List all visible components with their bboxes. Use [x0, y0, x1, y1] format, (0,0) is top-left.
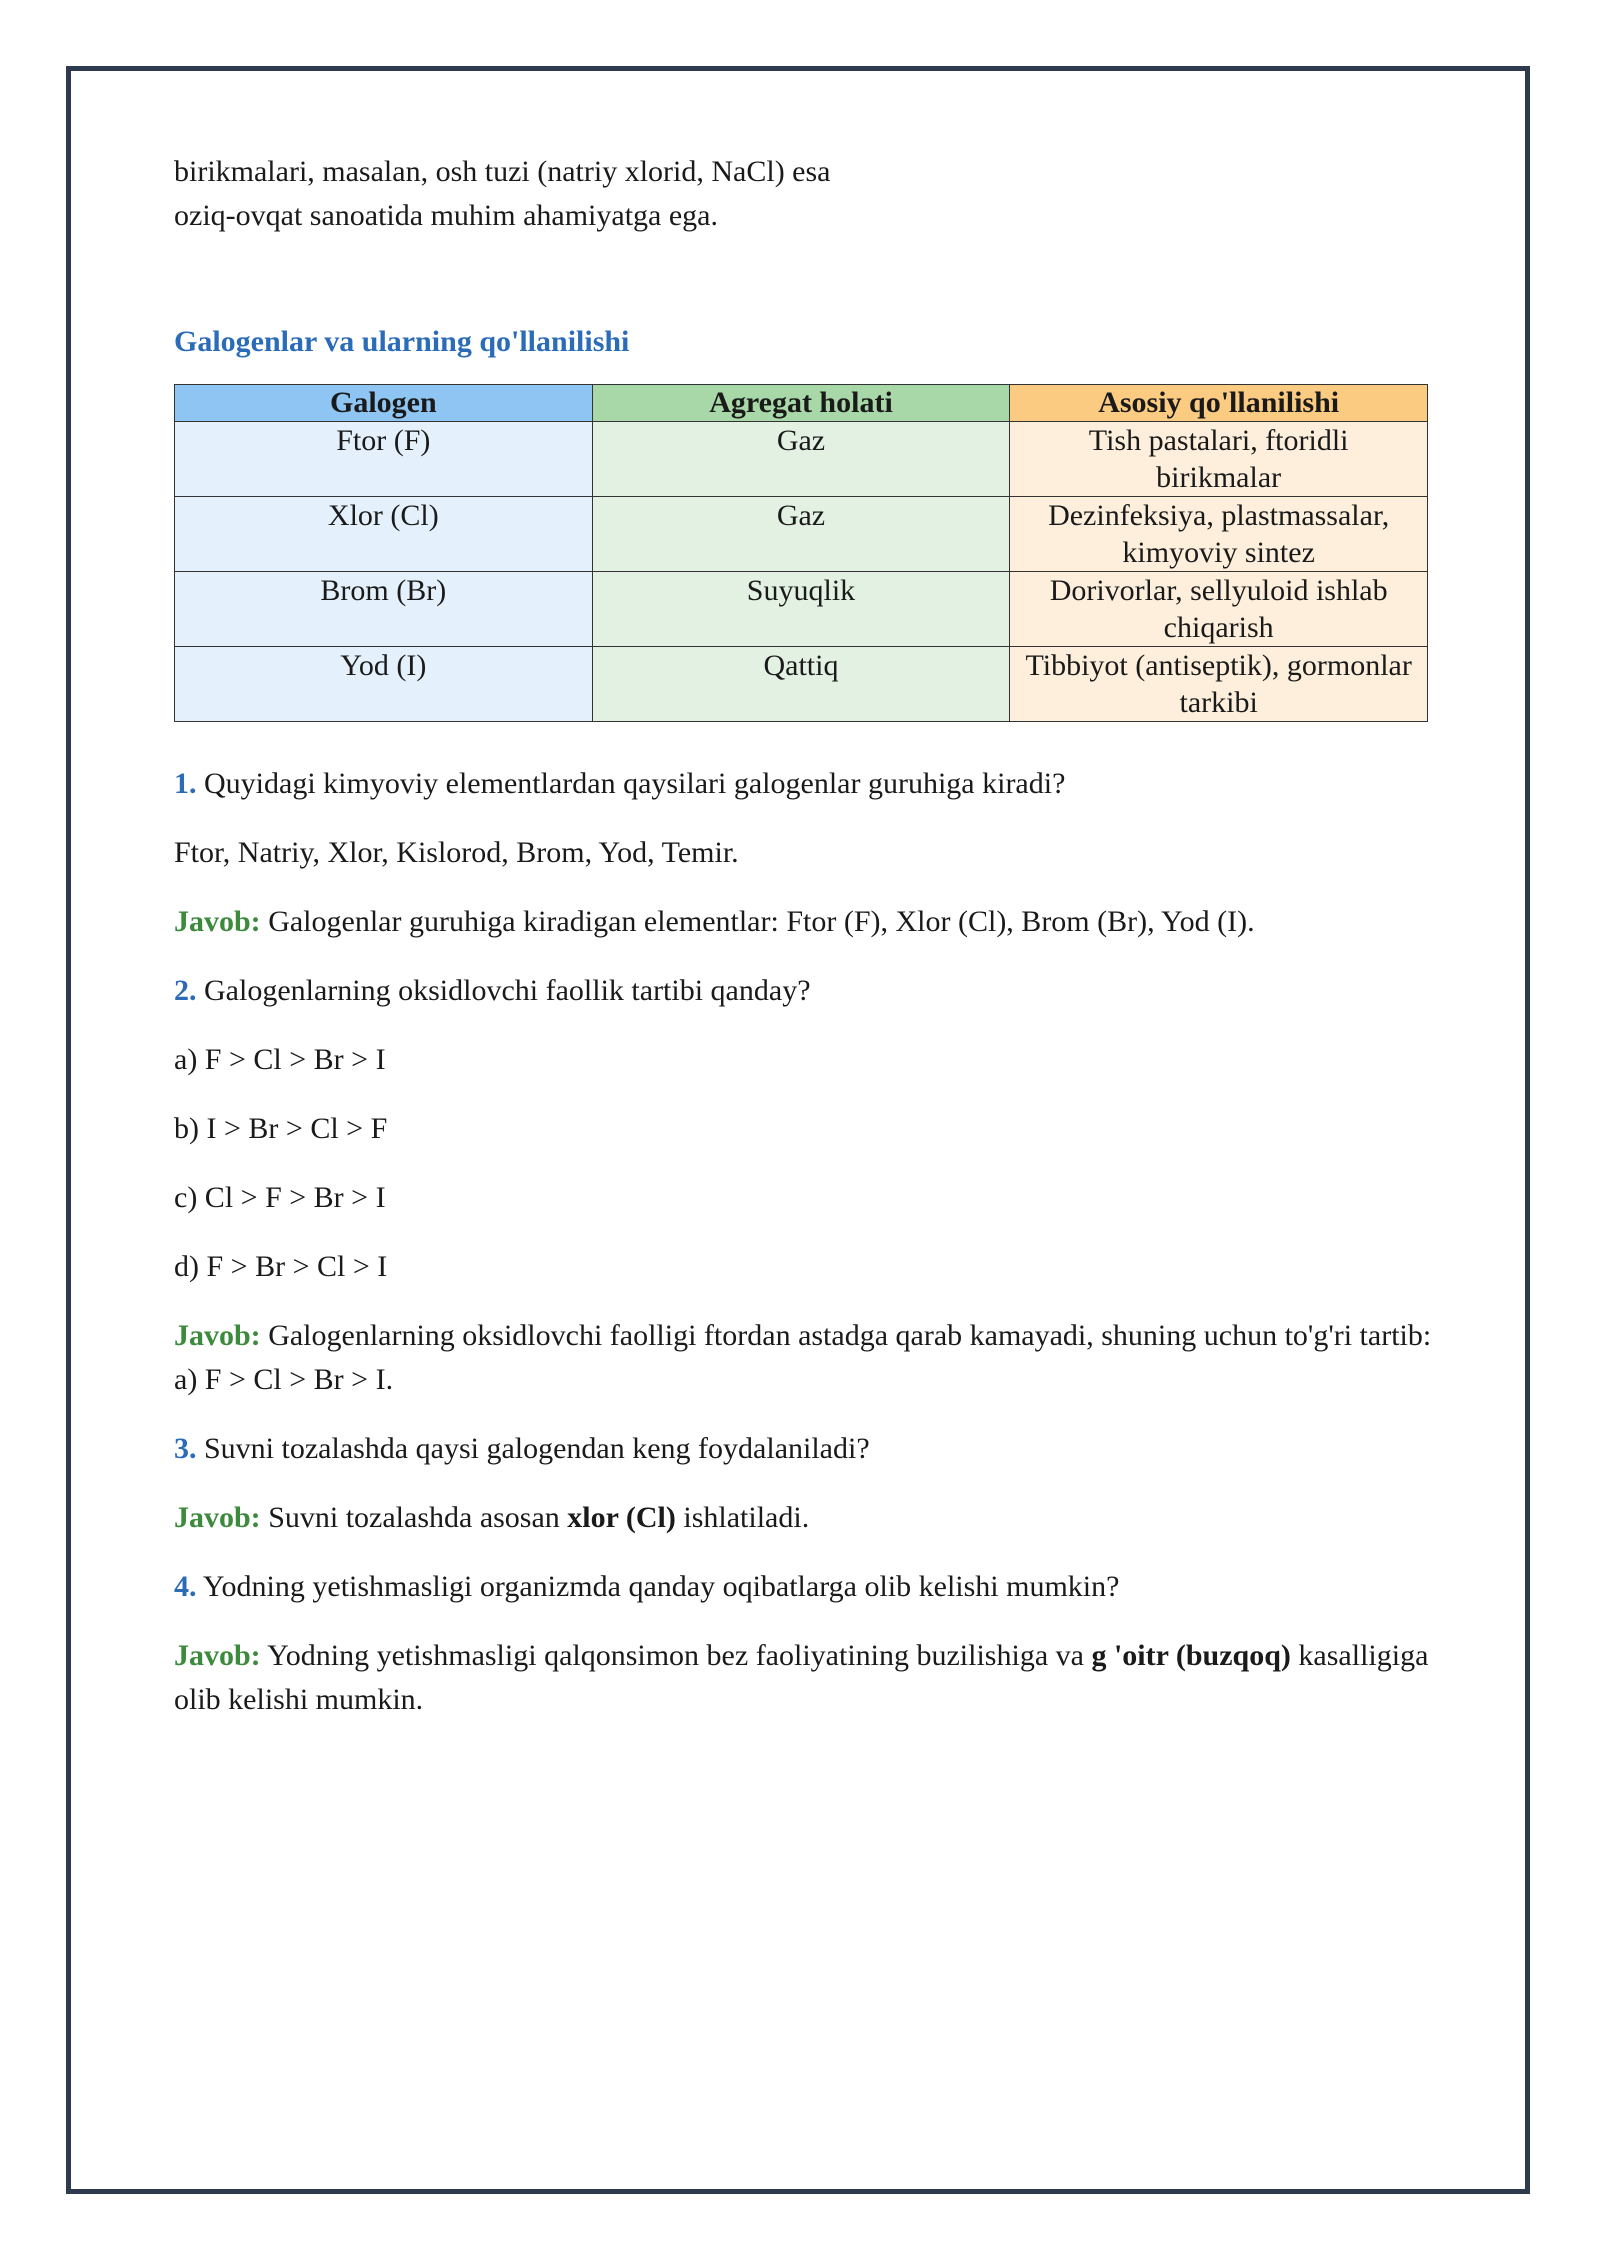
intro-line-2: oziq-ovqat sanoatida muhim ahamiyatga ega. [174, 199, 718, 232]
question-1 [174, 762, 1434, 806]
question-number: 2. [174, 974, 197, 1007]
answer-text: Galogenlarning oksidlovchi faolligi ftordan astadga qarab kamayadi, shuning uchun to'g'ri tartib: a) F > Cl > Br > I. [174, 1319, 1432, 1396]
table-header-row [175, 385, 1428, 422]
option-a: a) F > Cl > Br > I [174, 1043, 386, 1076]
column-header-halogen: Galogen [175, 385, 593, 422]
answer-4 [174, 1634, 1434, 1722]
option-d: d) F > Br > Cl > I [174, 1250, 388, 1283]
question-number: 1. [174, 767, 197, 800]
option-b: b) I > Br > Cl > F [174, 1112, 388, 1145]
table-row [175, 497, 1428, 572]
answer-text: Galogenlar guruhiga kiradigan elementlar: Ftor (F), Xlor (Cl), Brom (Br), Yod (I). [268, 905, 1255, 938]
table-row [175, 647, 1428, 722]
column-header-state: Agregat holati [592, 385, 1010, 422]
answer-3 [174, 1496, 1434, 1540]
answer-2 [174, 1314, 1434, 1402]
answer-text-end: ishlatiladi. [683, 1501, 810, 1534]
column-header-usage: Asosiy qo'llanilishi [1010, 385, 1428, 422]
answer-label: Javob: [174, 1501, 261, 1534]
cell-usage: Dorivorlar, sellyuloid ishlab chiqarish [1010, 572, 1428, 647]
intro-paragraph [174, 150, 1434, 238]
cell-state: Gaz [592, 422, 1010, 497]
answer-label: Javob: [174, 905, 261, 938]
question-4 [174, 1565, 1434, 1609]
page-content [174, 150, 1434, 1747]
answer-bold-term: xlor (Cl) [567, 1501, 676, 1534]
question-2 [174, 969, 1434, 1013]
answer-1 [174, 900, 1434, 944]
table-row [175, 422, 1428, 497]
question-text: Galogenlarning oksidlovchi faollik tartibi qanday? [204, 974, 811, 1007]
intro-line-1: birikmalari, masalan, osh tuzi (natriy xlorid, NaCl) esa [174, 155, 831, 188]
answer-label: Javob: [174, 1639, 261, 1672]
cell-state: Qattiq [592, 647, 1010, 722]
question-number: 4. [174, 1570, 197, 1603]
option-c: c) Cl > F > Br > I [174, 1181, 386, 1214]
cell-usage: Tish pastalari, ftoridli birikmalar [1010, 422, 1428, 497]
table-row [175, 572, 1428, 647]
cell-state: Suyuqlik [592, 572, 1010, 647]
question-number: 3. [174, 1432, 197, 1465]
question-text: Suvni tozalashda qaysi galogendan keng foydalaniladi? [204, 1432, 870, 1465]
answer-bold-term: g 'oitr (buzqoq) [1091, 1639, 1291, 1672]
question-1-options: Ftor, Natriy, Xlor, Kislorod, Brom, Yod, Temir. [174, 836, 739, 869]
answer-text: Yodning yetishmasligi qalqonsimon bez faoliyatining buzilishiga va [267, 1639, 1084, 1672]
cell-usage: Tibbiyot (antiseptik), gormonlar tarkibi [1010, 647, 1428, 722]
cell-halogen: Ftor (F) [175, 422, 593, 497]
cell-halogen: Xlor (Cl) [175, 497, 593, 572]
question-3 [174, 1427, 1434, 1471]
section-title: Galogenlar va ularning qo'llanilishi [174, 325, 630, 358]
cell-state: Gaz [592, 497, 1010, 572]
questions-section [174, 762, 1434, 1722]
question-text: Quyidagi kimyoviy elementlardan qaysilari galogenlar guruhiga kiradi? [204, 767, 1066, 800]
cell-halogen: Brom (Br) [175, 572, 593, 647]
cell-halogen: Yod (I) [175, 647, 593, 722]
halogen-table [174, 384, 1428, 722]
cell-usage: Dezinfeksiya, plastmassalar, kimyoviy sintez [1010, 497, 1428, 572]
answer-label: Javob: [174, 1319, 261, 1352]
answer-text: Suvni tozalashda asosan [268, 1501, 560, 1534]
question-text: Yodning yetishmasligi organizmda qanday oqibatlarga olib kelishi mumkin? [202, 1570, 1120, 1603]
answer-text-end: kasalligiga olib kelishi mumkin. [174, 1639, 1429, 1716]
